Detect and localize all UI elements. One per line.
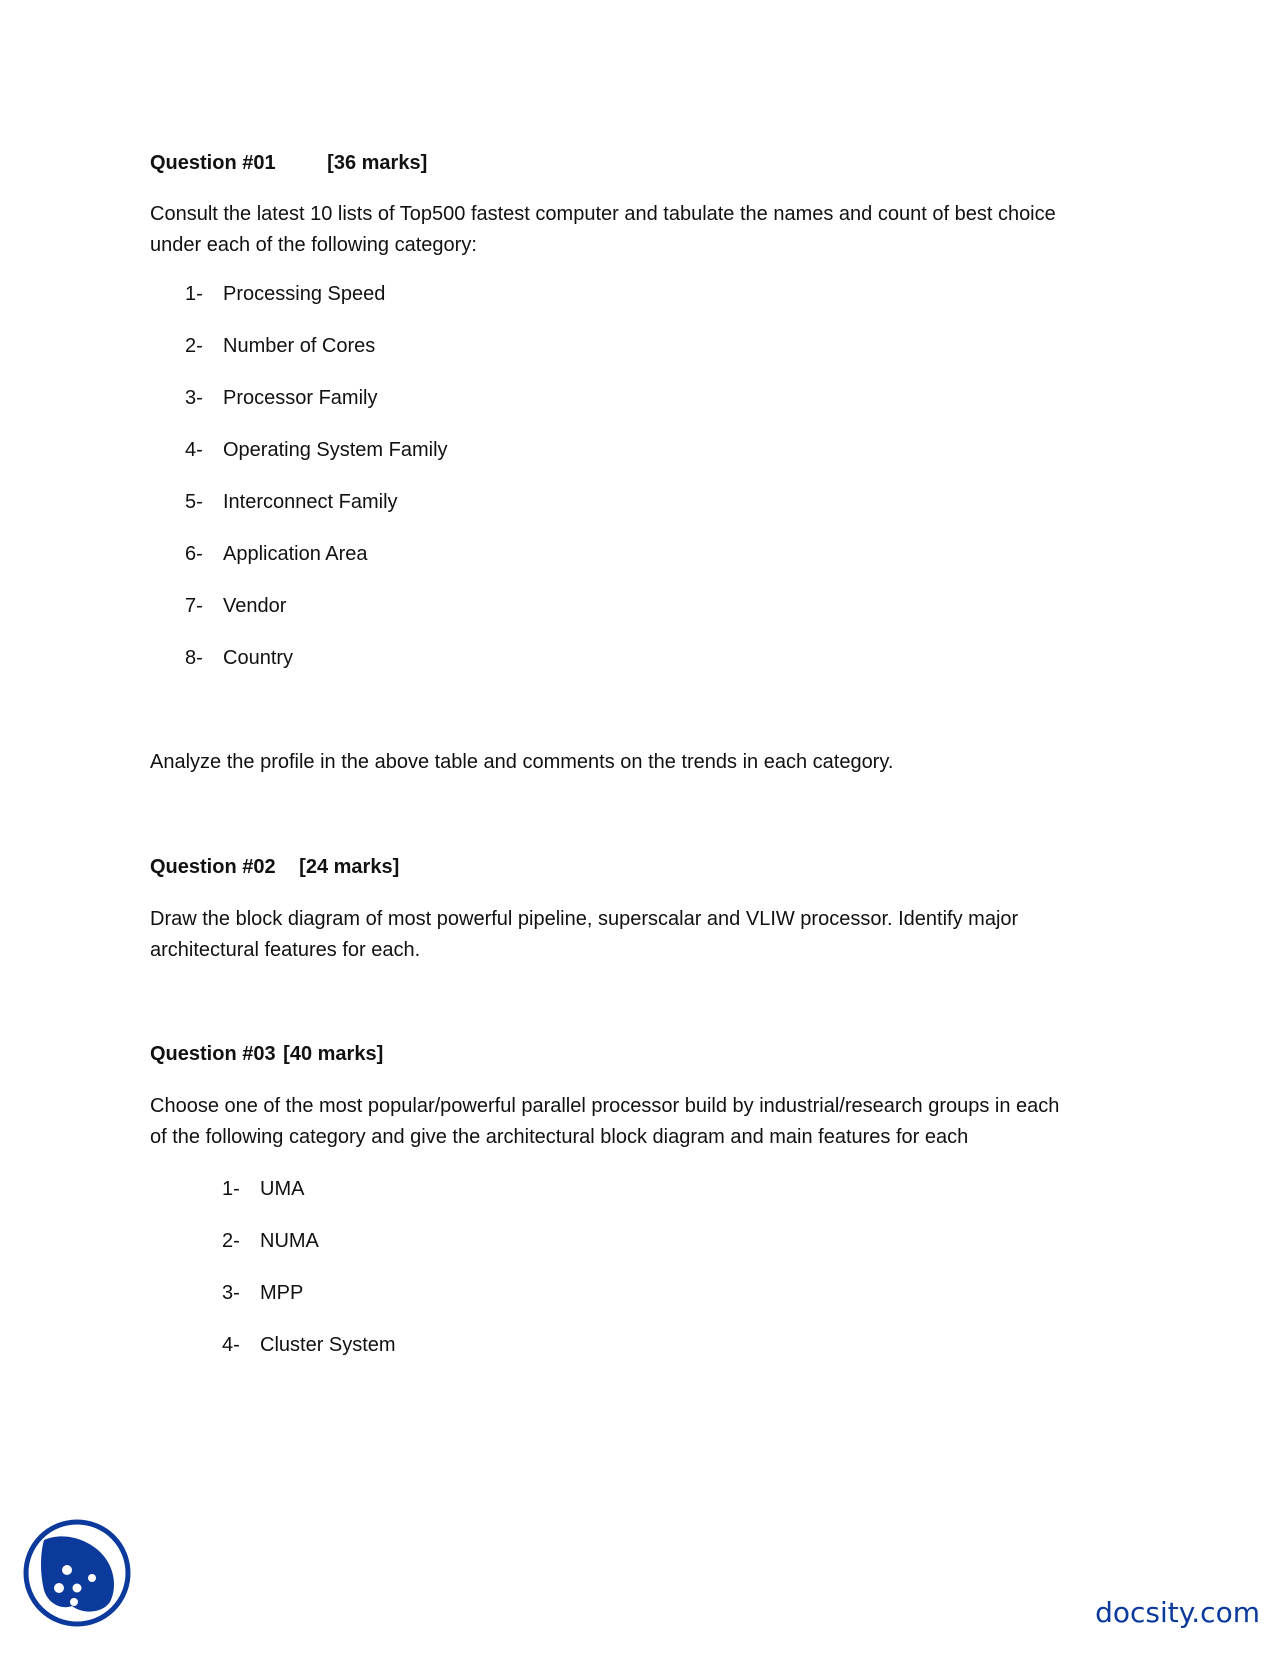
question-2-body-line-1: Draw the block diagram of most powerful pipeline, superscalar and VLIW processor. Identify major (150, 908, 1019, 930)
list-item-text: Processor Family (223, 387, 378, 409)
question-2-marks: [24 marks] (299, 856, 400, 878)
list-item-text: NUMA (260, 1230, 319, 1252)
question-2-body-line-2: architectural features for each. (150, 939, 421, 961)
docsity-logo-icon (22, 1518, 132, 1628)
list-item-number: 4- (185, 439, 203, 461)
list-item-text: UMA (260, 1178, 305, 1200)
question-1-analysis: Analyze the profile in the above table and comments on the trends in each category. (150, 751, 894, 773)
question-1-heading (150, 147, 427, 179)
list-item-number: 3- (222, 1282, 240, 1304)
list-item-text: Number of Cores (223, 335, 376, 357)
question-3-body-line-2: of the following category and give the architectural block diagram and main features for each (150, 1126, 969, 1148)
list-item-number: 2- (185, 335, 203, 357)
list-item-number: 1- (222, 1178, 240, 1200)
question-1-intro-line-1: Consult the latest 10 lists of Top500 fastest computer and tabulate the names and count of best choice (150, 203, 1056, 225)
list-item-number: 6- (185, 543, 203, 565)
list-item-number: 4- (222, 1334, 240, 1356)
question-1-marks: [36 marks] (327, 152, 428, 174)
question-3-body-line-1: Choose one of the most popular/powerful parallel processor build by industrial/research groups in each (150, 1095, 1060, 1117)
list-item-text: Cluster System (260, 1334, 396, 1356)
question-1-title: Question #01 (150, 152, 276, 174)
list-item-number: 1- (185, 283, 203, 305)
list-item-number: 2- (222, 1230, 240, 1252)
list-item-number: 7- (185, 595, 203, 617)
list-item-text: Operating System Family (223, 439, 448, 461)
question-3-heading (150, 1038, 383, 1070)
question-2-title: Question #02 (150, 856, 276, 878)
docsity-brand-link[interactable]: docsity.com (1095, 1596, 1260, 1629)
list-item-text: MPP (260, 1282, 304, 1304)
list-item-number: 5- (185, 491, 203, 513)
list-item-number: 3- (185, 387, 203, 409)
list-item-text: Country (223, 647, 294, 669)
question-1-intro-line-2: under each of the following category: (150, 234, 477, 256)
list-item-text: Interconnect Family (223, 491, 398, 513)
list-item-number: 8- (185, 647, 203, 669)
list-item-text: Application Area (223, 543, 368, 565)
list-item-text: Vendor (223, 595, 287, 617)
question-2-heading (150, 851, 399, 883)
question-3-marks: [40 marks] (283, 1043, 384, 1065)
list-item-text: Processing Speed (223, 283, 386, 305)
question-3-title: Question #03 (150, 1043, 276, 1065)
